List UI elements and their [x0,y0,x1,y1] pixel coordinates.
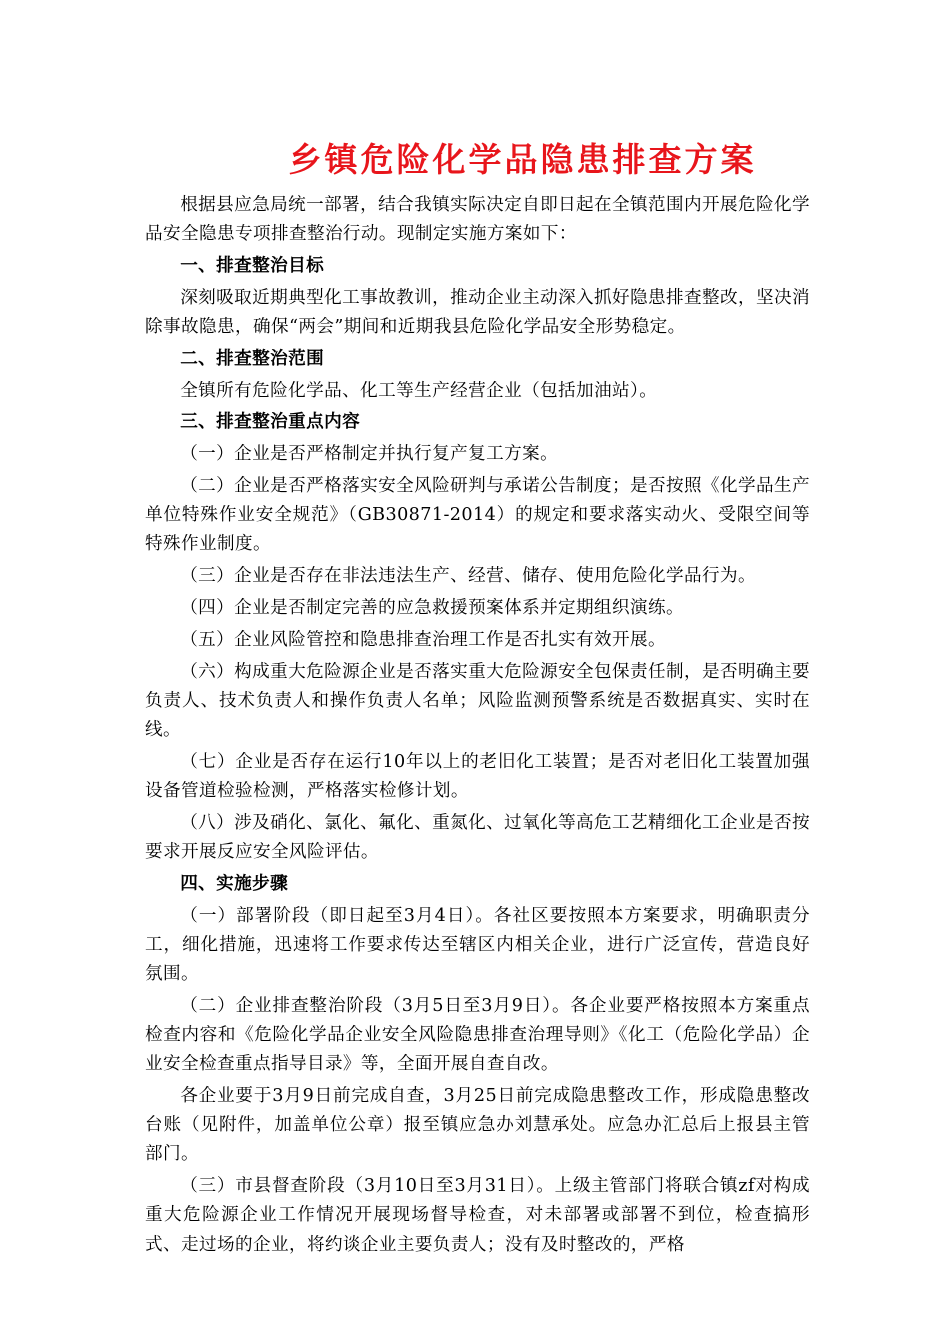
section-heading-key-content: 三、排查整治重点内容 [180,412,361,433]
key-content-item: （三）企业是否存在非法违法生产、经营、储存、使用危险化学品行为。 [180,566,756,587]
step-paragraph: 各企业要于3月9日前完成自查，3月25日前完成隐患整改工作，形成隐患整改台账（见附件，加盖单位公章）报至镇应急办刘慧承处。应急办汇总后上报县主管部门。 [145,1085,810,1165]
step-paragraph: （一）部署阶段（即日起至3月4日）。各社区要按照本方案要求，明确职责分工，细化措施，迅速将工作要求传达至辖区内相关企业，进行广泛宣传，营造良好氛围。 [145,905,810,984]
step-paragraph: （三）市县督查阶段（3月10日至3月31日）。上级主管部门将联合镇zf对构成重大危险源企业工作情况开展现场督导检查，对未部署或部署不到位，检查搞形式、走过场的企业，将约谈企业主要负责人；没有及时整改的，严格 [145,1176,810,1255]
key-content-item: （一）企业是否严格制定并执行复产复工方案。 [180,444,559,465]
goals-paragraph: 深刻吸取近期典型化工事故教训，推动企业主动深入抓好隐患排查整改，坚决消除事故隐患，确保“两会”期间和近期我县危险化学品安全形势稳定。 [145,287,810,337]
scope-paragraph: 全镇所有危险化学品、化工等生产经营企业（包括加油站）。 [180,380,658,401]
key-content-item: （七）企业是否存在运行10年以上的老旧化工装置；是否对老旧化工装置加强设备管道检验检测，严格落实检修计划。 [145,751,810,801]
key-content-item: （八）涉及硝化、氯化、氟化、重氮化、过氧化等高危工艺精细化工企业是否按要求开展反应安全风险评估。 [145,812,810,862]
section-heading-scope: 二、排查整治范围 [180,348,325,369]
section-heading-goals: 一、排查整治目标 [180,256,325,276]
section-heading-steps: 四、实施步骤 [180,873,289,894]
key-content-item: （五）企业风险管控和隐患排查治理工作是否扎实有效开展。 [180,629,667,650]
intro-paragraph: 根据县应急局统一部署，结合我镇实际决定自即日起在全镇范围内开展危险化学品安全隐患专项排查整治行动。现制定实施方案如下： [145,195,810,245]
document-title: 乡镇危险化学品隐患排查方案 [288,140,757,179]
key-content-item: （六）构成重大危险源企业是否落实重大危险源安全包保责任制，是否明确主要负责人、技术负责人和操作负责人名单；风险监测预警系统是否数据真实、实时在线。 [145,661,810,740]
document-page [145,135,810,1262]
key-content-item: （二）企业是否严格落实安全风险研判与承诺公告制度；是否按照《化学品生产单位特殊作业安全规范》（GB30871-2014）的规定和要求落实动火、受限空间等特殊作业制度。 [145,475,810,555]
step-paragraph: （二）企业排查整治阶段（3月5日至3月9日）。各企业要严格按照本方案重点检查内容和《危险化学品企业安全风险隐患排查治理导则》《化工（危险化学品）企业安全检查重点指导目录》等，全面开展自查自改。 [145,995,810,1075]
key-content-item: （四）企业是否制定完善的应急救援预案体系并定期组织演练。 [180,597,685,618]
